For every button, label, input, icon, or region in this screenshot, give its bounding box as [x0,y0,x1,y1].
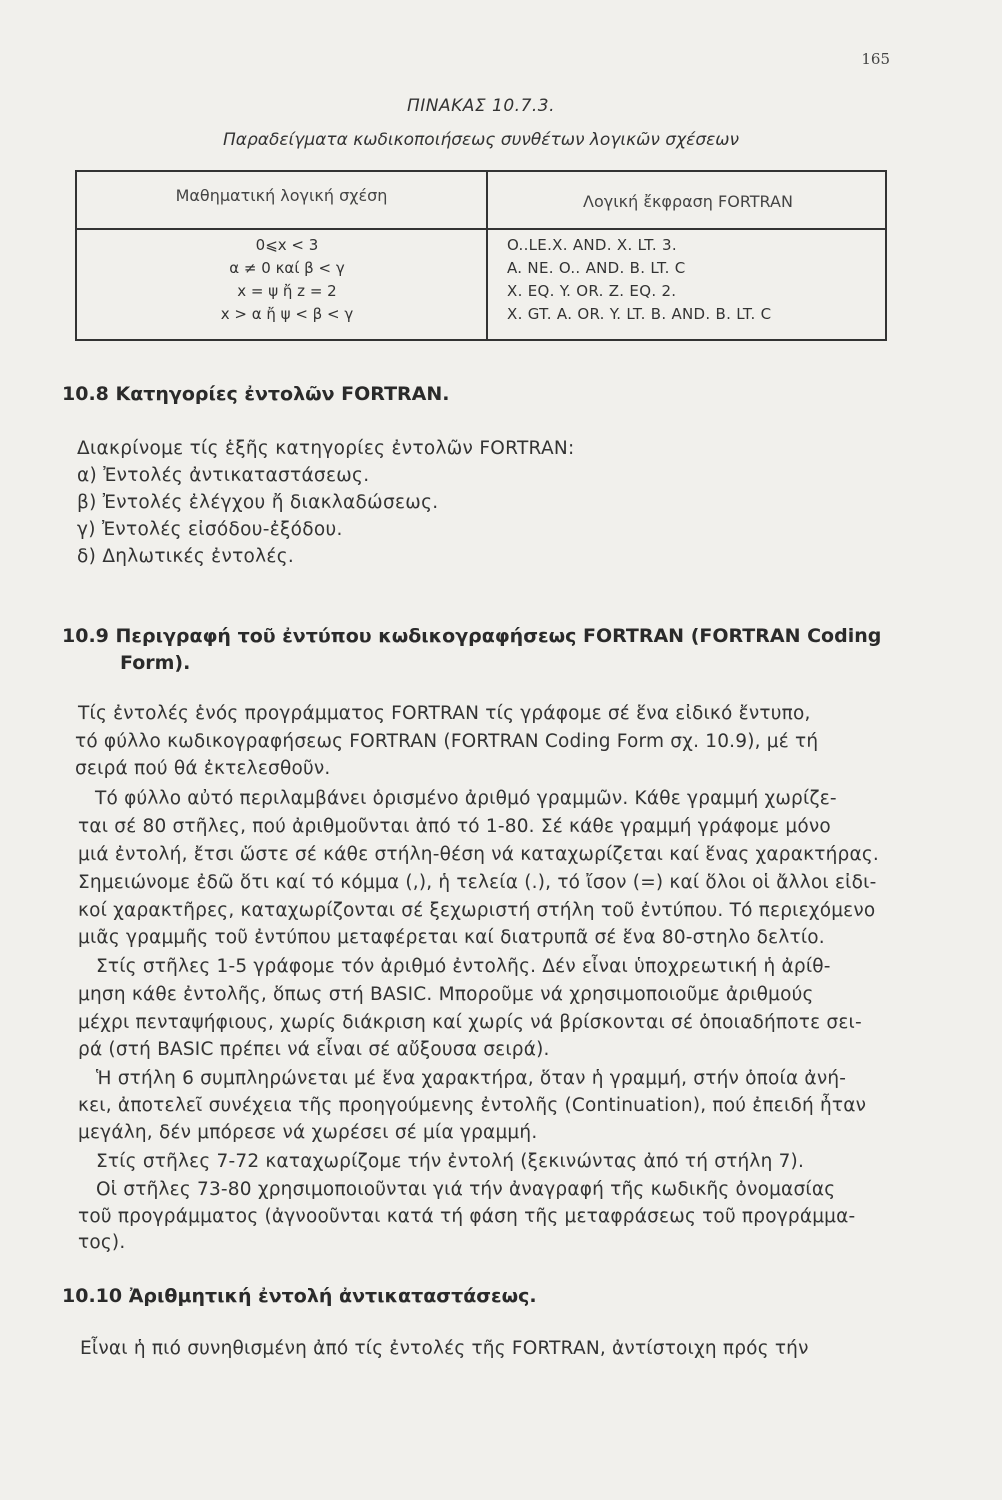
body-text-line: κει, ἀποτελεῖ συνέχεια τῆς προηγούμενης ἐντολῆς (Continuation), πού ἐπειδή ἦταν [78,1095,867,1116]
body-text-line: μέχρι πενταψήφιους, χωρίς διάκριση καί χωρίς νά βρίσκονται σέ ὁποιαδήποτε σει- [78,1012,862,1033]
body-text-line: μεγάλη, δέν μπόρεσε νά χωρέσει σέ μία γραμμή. [78,1122,538,1143]
table-column-math [137,234,437,326]
category-list-item: δ) Δηλωτικές ἐντολές. [77,546,295,567]
body-text-line: Σημειώνομε ἐδῶ ὅτι καί τό κόμμα (,), ἡ τελεία (.), τό ἴσον (=) καί ὅλοι οἱ ἄλλοι εἰδι- [78,872,877,893]
table-header-divider [77,228,885,230]
body-text-line: τό φύλλο κωδικογραφήσεως FORTRAN (FORTRAN Coding Form σχ. 10.9), μέ τή [75,731,819,752]
table-cell: X. EQ. Y. OR. Z. EQ. 2. [507,282,677,300]
table-header-math: Μαθηματική λογική σχέση [175,186,388,205]
table-header-fortran: Λογική ἔκφραση FORTRAN [583,192,793,211]
table-cell: X. GT. A. OR. Y. LT. B. AND. B. LT. C [507,305,772,323]
page-number: 165 [861,50,890,68]
body-text-line: μιά ἐντολή, ἔτσι ὥστε σέ κάθε στήλη-θέση νά καταχωρίζεται καί ἕνας χαρακτήρας. [78,844,879,865]
body-text-line: ρά (στή BASIC πρέπει νά εἶναι σέ αὔξουσα σειρά). [78,1039,550,1060]
body-text-line: Τίς ἐντολές ἑνός προγράμματος FORTRAN τίς γράφομε σέ ἕνα εἰδικό ἔντυπο, [78,703,811,724]
body-text-line: ται σέ 80 στῆλες, πού ἀριθμοῦνται ἀπό τό 1-80. Σέ κάθε γραμμή γράφομε μόνο [78,816,831,837]
body-text-line: κοί χαρακτῆρες, καταχωρίζονται σέ ξεχωριστή στήλη τοῦ ἐντύπου. Τό περιεχόμενο [78,900,876,921]
section-heading-10-10: 10.10 Ἀριθμητική ἐντολή ἀντικαταστάσεως. [62,1285,537,1307]
table-cell: x = ψ ἤ z = 2 [237,282,337,300]
table-column-fortran [507,234,887,326]
logic-expressions-table [75,170,887,341]
table-cell: α ≠ 0 καί β < γ [229,259,345,277]
table-cell: x > α ἤ ψ < β < γ [220,305,354,323]
body-text-line: Ἡ στήλη 6 συμπληρώνεται μέ ἕνα χαρακτήρα, ὅταν ἡ γραμμή, στήν ὁποία ἀνή- [96,1068,847,1089]
body-text-line: τοῦ προγράμματος (ἀγνοοῦνται κατά τή φάση τῆς μεταφράσεως τοῦ προγράμμα- [78,1206,856,1227]
section-10-8-intro: Διακρίνομε τίς ἑξῆς κατηγορίες ἐντολῶν FORTRAN: [77,438,575,459]
body-text-line: Στίς στῆλες 1-5 γράφομε τόν ἀριθμό ἐντολῆς. Δέν εἶναι ὑποχρεωτική ἡ ἀρίθ- [96,956,831,977]
table-title: ΠΙΝΑΚΑΣ 10.7.3. [406,96,556,116]
body-text-line: μιᾶς γραμμῆς τοῦ ἐντύπου μεταφέρεται καί διατρυπᾶ σέ ἕνα 80-στηλο δελτίο. [78,927,825,948]
body-text-line: Οἱ στῆλες 73-80 χρησιμοποιοῦνται γιά τήν ἀναγραφή τῆς κωδικῆς ὀνομασίας [96,1179,836,1200]
body-text-line: μηση κάθε ἐντολῆς, ὅπως στή BASIC. Μποροῦμε νά χρησιμοποιοῦμε ἀριθμούς [78,984,814,1005]
category-list-item: β) Ἐντολές ἐλέγχου ἤ διακλαδώσεως. [77,492,439,513]
category-list-item: γ) Ἐντολές εἰσόδου-ἐξόδου. [77,519,343,540]
section-heading-10-8: 10.8 Κατηγορίες ἐντολῶν FORTRAN. [62,383,450,405]
table-cell: O..LE.X. AND. X. LT. 3. [507,236,677,254]
body-text-line: Τό φύλλο αὐτό περιλαμβάνει ὁρισμένο ἀριθμό γραμμῶν. Κάθε γραμμή χωρίζε- [95,788,837,809]
table-cell: 0⩽x < 3 [255,236,319,254]
section-heading-10-9-cont: Form). [120,652,191,674]
table-subtitle: Παραδείγματα κωδικοποιήσεως συνθέτων λογικῶν σχέσεων [222,130,740,150]
section-heading-10-9: 10.9 Περιγραφή τοῦ ἐντύπου κωδικογραφήσεως FORTRAN (FORTRAN Coding [62,625,882,647]
body-text-line: σειρά πού θά ἐκτελεσθοῦν. [75,758,331,779]
body-text-line: τος). [78,1232,126,1253]
table-cell: A. NE. O.. AND. B. LT. C [507,259,686,277]
body-text-line: Στίς στῆλες 7-72 καταχωρίζομε τήν ἐντολή (ξεκινώντας ἀπό τή στήλη 7). [96,1151,805,1172]
body-text-line: Εἶναι ἡ πιό συνηθισμένη ἀπό τίς ἐντολές τῆς FORTRAN, ἀντίστοιχη πρός τήν [80,1338,809,1359]
category-list-item: α) Ἐντολές ἀντικαταστάσεως. [77,465,370,486]
